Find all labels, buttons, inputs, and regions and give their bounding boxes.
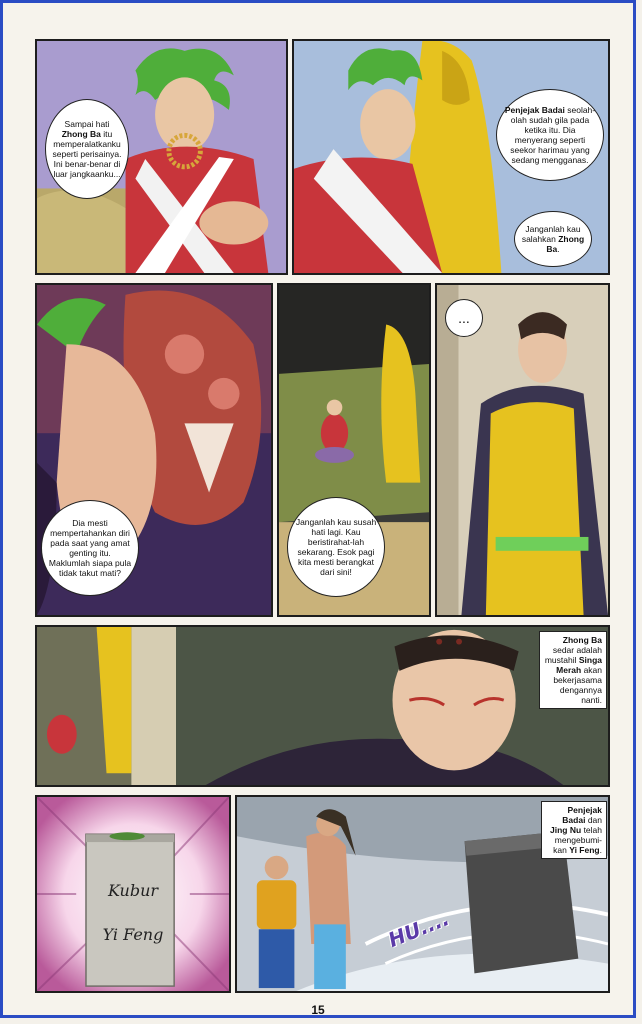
speech-bubble [514, 211, 592, 267]
speech-bubble [496, 89, 604, 181]
bubble-text: ... [458, 310, 470, 326]
bubble-text: Janganlah kau susah hati lagi. Kau beristirahat-lah sekarang. Esok pagi kita mesti berangkat dari sini! [295, 517, 377, 577]
sound-effect: HU.... [384, 906, 453, 952]
panel-3 [35, 283, 273, 617]
panel-4 [277, 283, 431, 617]
panel-8 [235, 795, 610, 993]
panel-6-art [37, 627, 608, 785]
tombstone-inscription-line2: Yi Feng [102, 925, 164, 944]
speech-bubble [41, 500, 139, 596]
page-number: 15 [311, 1003, 325, 1017]
bubble-text: Janganlah kau salahkan Zhong Ba. [521, 224, 585, 254]
caption-text: Penjejak Badai dan Jing Nu telah mengebumi-kan Yi Feng. [550, 805, 602, 855]
tombstone-inscription-line1: Kubur [107, 881, 159, 900]
panel-2 [292, 39, 610, 275]
panel-7 [35, 795, 231, 993]
narration-caption [541, 801, 607, 859]
bubble-text: Dia mesti mempertahankan diri pada saat yang amat genting itu. Maklumlah siapa pula tidak takut mati? [48, 518, 132, 578]
narration-caption [539, 631, 607, 709]
panel-1 [35, 39, 288, 275]
panel-5 [435, 283, 610, 617]
speech-bubble [445, 299, 483, 337]
panel-6 [35, 625, 610, 787]
bubble-text: Penjejak Badai seolah-olah sudah gila pada ketika itu. Dia menyerang seperti seekor harimau yang sedang mengganas. [504, 105, 596, 165]
speech-bubble [45, 99, 129, 199]
caption-text: Zhong Ba sedar adalah mustahil Singa Merah akan bekerjasama dengannya nanti. [544, 635, 602, 705]
bubble-text: Sampai hati Zhong Ba itu memperalatkanku seperti perisainya. Ini benar-benar di luar jangkaanku... [52, 119, 122, 179]
speech-bubble [287, 497, 385, 597]
